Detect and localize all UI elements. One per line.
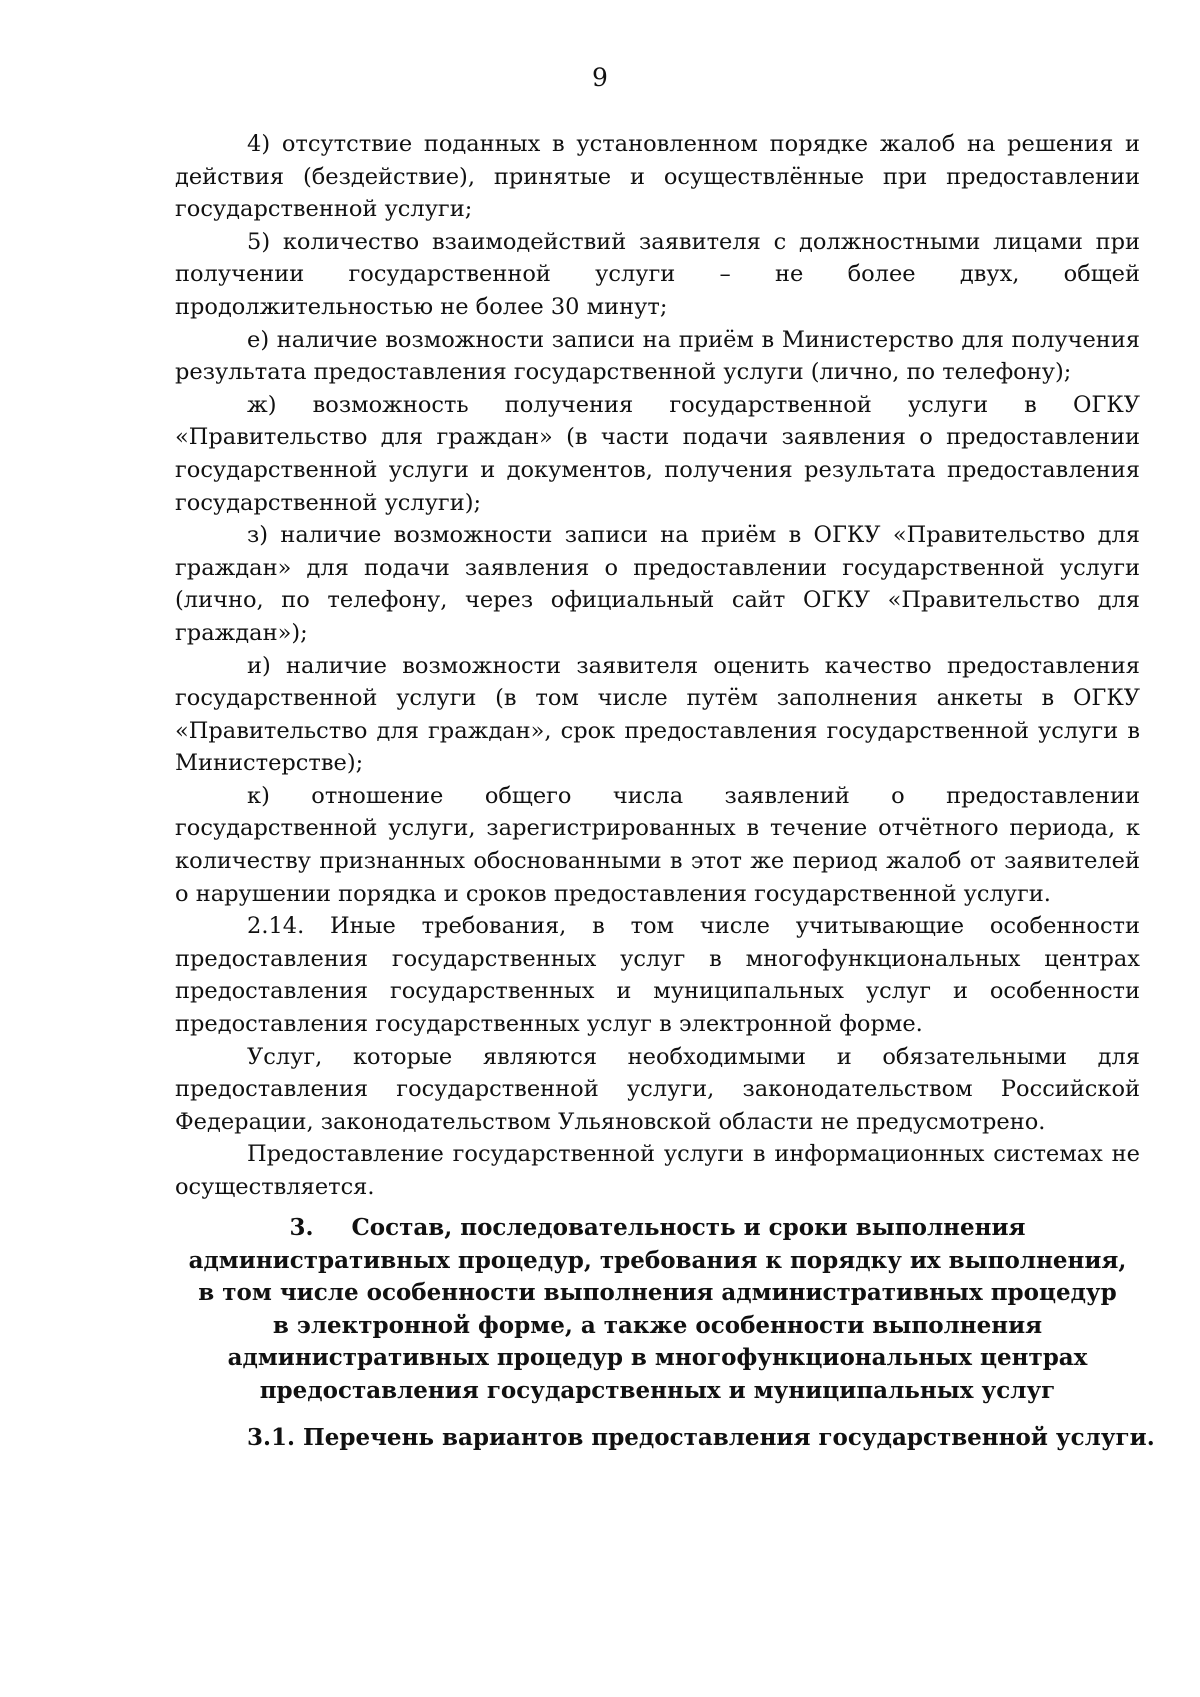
paragraph-item-zh: ж) возможность получения государственной услуги в ОГКУ «Правительство для граждан» (в части подачи заявления о предоставлении государственной услуги и документов, получения результата предоставления государственной услуги); [175, 391, 1140, 516]
section-heading-line: предоставления государственных и муниципальных услуг [259, 1376, 1056, 1404]
paragraph-item-e: е) наличие возможности записи на приём в Министерство для получения результата предоставления государственной услуги (лично, по телефону); [175, 326, 1140, 386]
paragraph-information-systems: Предоставление государственной услуги в информационных системах не осуществляется. [175, 1141, 1140, 1200]
section-number: 3. [289, 1214, 314, 1241]
section-heading-line: в том числе особенности выполнения административных процедур [198, 1279, 1117, 1306]
section-heading [175, 1212, 1140, 1407]
subsection-heading: 3.1. Перечень вариантов предоставления государственной услуги. [247, 1424, 1155, 1451]
section-heading-text: Состав, последовательность и сроки выполнения [351, 1214, 1026, 1241]
paragraph-clause-2-14: 2.14. Иные требования, в том числе учитывающие особенности предоставления государственных услуг в многофункциональных центрах предоставления государственных и муниципальных услуг и особенности предоставления государственных услуг в электронной форме. [175, 913, 1140, 1038]
section-heading-line [175, 1212, 1140, 1245]
paragraph-item-4: 4) отсутствие поданных в установленном порядке жалоб на решения и действия (бездействие), принятые и осуществлённые при предоставлении государственной услуги; [175, 131, 1140, 223]
paragraph-item-i: и) наличие возможности заявителя оценить качество предоставления государственной услуги (в том числе путём заполнения анкеты в ОГКУ «Правительство для граждан», срок предоставления государственной услуги в Министерстве); [175, 652, 1140, 777]
paragraph-item-z: з) наличие возможности записи на приём в ОГКУ «Правительство для граждан» для подачи заявления о предоставлении государственной услуги (лично, по телефону, через официальный сайт ОГКУ «Правительство для граждан»); [175, 522, 1140, 646]
section-heading-line: административных процедур в многофункциональных центрах [227, 1344, 1088, 1371]
paragraph-services-not-provided: Услуг, которые являются необходимыми и обязательными для предоставления государственной услуги, законодательством Российской Федерации, законодательством Ульяновской области не предусмотрено. [175, 1043, 1140, 1135]
paragraph-item-5: 5) количество взаимодействий заявителя с должностными лицами при получении государственной услуги – не более двух, общей продолжительностью не более 30 минут; [175, 228, 1140, 320]
section-heading-line: в электронной форме, а также особенности выполнения [272, 1311, 1043, 1339]
page-number: 9 [592, 63, 608, 92]
body-text [175, 128, 1140, 1204]
paragraph-item-k: к) отношение общего числа заявлений о предоставлении государственной услуги, зарегистрированных в течение отчётного периода, к количеству признанных обоснованными в этот же период жалоб от заявителей о нарушении порядка и сроков предоставления государственной услуги. [175, 782, 1140, 907]
section-heading-line: административных процедур, требования к порядку их выполнения, [188, 1246, 1127, 1274]
